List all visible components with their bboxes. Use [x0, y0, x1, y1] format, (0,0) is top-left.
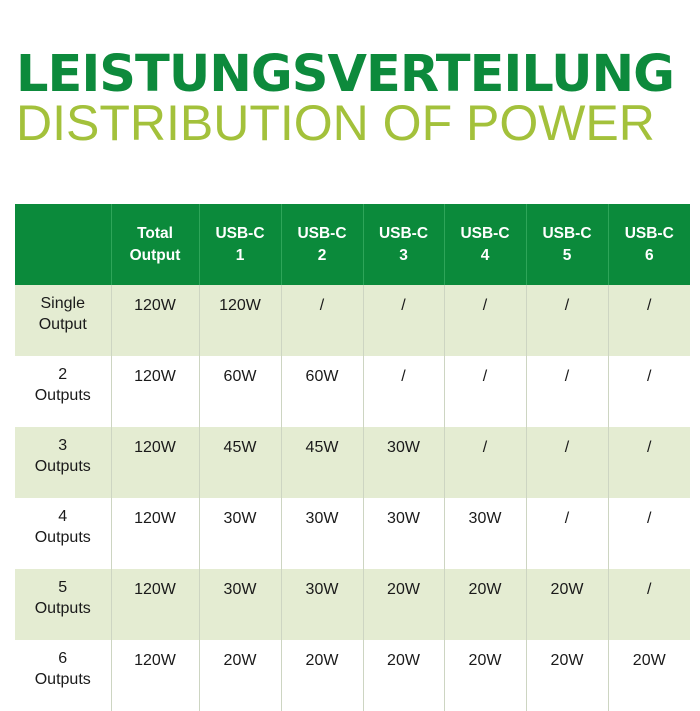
table-header [15, 204, 690, 285]
header-line: USB-C [378, 224, 429, 242]
row-label-line: 4 [58, 508, 68, 525]
usb-c-4-cell: 20W [444, 569, 526, 640]
usb-c-5-cell: / [526, 356, 608, 427]
header-usb-c-3 [363, 204, 444, 285]
header-line: 4 [480, 246, 490, 264]
row-label-line: 5 [58, 579, 68, 596]
row-label-line: Outputs [34, 529, 91, 546]
table-row [15, 285, 690, 356]
header-line: USB-C [297, 224, 347, 242]
usb-c-2-cell: 45W [281, 427, 363, 498]
usb-c-4-cell: / [444, 356, 526, 427]
usb-c-3-cell: / [363, 356, 444, 427]
usb-c-6-cell: / [608, 427, 690, 498]
row-label-line: Outputs [34, 671, 91, 688]
header-usb-c-5 [526, 204, 608, 285]
table-row [15, 356, 690, 427]
title-english: DISTRIBUTION OF POWER [16, 95, 655, 151]
usb-c-2-cell: / [281, 285, 363, 356]
header-line: Output [129, 246, 181, 264]
usb-c-4-cell: / [444, 285, 526, 356]
usb-c-6-cell: / [608, 356, 690, 427]
header-line: 5 [562, 246, 572, 264]
table-row [15, 498, 690, 569]
usb-c-2-cell: 20W [281, 640, 363, 711]
header-line: 2 [317, 246, 327, 264]
row-label-line: Outputs [34, 600, 91, 617]
total-output-cell: 120W [111, 285, 199, 356]
header-line: 3 [399, 246, 408, 264]
row-label [15, 640, 111, 711]
header-row [15, 204, 690, 285]
header-corner [15, 204, 111, 285]
usb-c-6-cell: / [608, 569, 690, 640]
usb-c-4-cell: 30W [444, 498, 526, 569]
row-label-line: 6 [58, 650, 68, 667]
usb-c-1-cell: 20W [199, 640, 281, 711]
usb-c-6-cell: 20W [608, 640, 690, 711]
usb-c-1-cell: 60W [199, 356, 281, 427]
header-usb-c-4 [444, 204, 526, 285]
usb-c-1-cell: 120W [199, 285, 281, 356]
row-label-line: 3 [58, 437, 68, 454]
row-label [15, 427, 111, 498]
title-german: LEISTUNGSVERTEILUNG [16, 45, 675, 104]
usb-c-4-cell: / [444, 427, 526, 498]
header-line: USB-C [624, 224, 674, 242]
total-output-cell: 120W [111, 569, 199, 640]
usb-c-1-cell: 30W [199, 569, 281, 640]
row-label-line: Single [40, 295, 85, 312]
header-line: 1 [235, 246, 245, 264]
table-row [15, 427, 690, 498]
row-label [15, 569, 111, 640]
header-usb-c-1 [199, 204, 281, 285]
row-label [15, 356, 111, 427]
row-label-line: 2 [58, 366, 68, 383]
header-line: Total [137, 224, 173, 242]
usb-c-5-cell: 20W [526, 640, 608, 711]
header-usb-c-2 [281, 204, 363, 285]
usb-c-1-cell: 30W [199, 498, 281, 569]
header-line: USB-C [215, 224, 265, 242]
usb-c-2-cell: 30W [281, 498, 363, 569]
total-output-cell: 120W [111, 356, 199, 427]
usb-c-5-cell: / [526, 427, 608, 498]
row-label-line: Outputs [34, 458, 91, 475]
usb-c-6-cell: / [608, 498, 690, 569]
header-line: 6 [644, 246, 654, 264]
usb-c-5-cell: / [526, 498, 608, 569]
power-distribution-table [15, 204, 690, 711]
usb-c-3-cell: 30W [363, 498, 444, 569]
usb-c-2-cell: 60W [281, 356, 363, 427]
usb-c-5-cell: / [526, 285, 608, 356]
table-body [15, 285, 690, 711]
row-label-line: Output [38, 316, 87, 333]
usb-c-6-cell: / [608, 285, 690, 356]
table-row [15, 569, 690, 640]
header-usb-c-6 [608, 204, 690, 285]
header-total-output [111, 204, 199, 285]
usb-c-3-cell: / [363, 285, 444, 356]
total-output-cell: 120W [111, 640, 199, 711]
usb-c-4-cell: 20W [444, 640, 526, 711]
header-line: USB-C [460, 224, 510, 242]
row-label [15, 285, 111, 356]
row-label-line: Outputs [34, 387, 91, 404]
usb-c-5-cell: 20W [526, 569, 608, 640]
total-output-cell: 120W [111, 427, 199, 498]
header-line: USB-C [542, 224, 592, 242]
usb-c-2-cell: 30W [281, 569, 363, 640]
row-label [15, 498, 111, 569]
usb-c-3-cell: 20W [363, 640, 444, 711]
usb-c-3-cell: 20W [363, 569, 444, 640]
table-row [15, 640, 690, 711]
usb-c-3-cell: 30W [363, 427, 444, 498]
total-output-cell: 120W [111, 498, 199, 569]
usb-c-1-cell: 45W [199, 427, 281, 498]
